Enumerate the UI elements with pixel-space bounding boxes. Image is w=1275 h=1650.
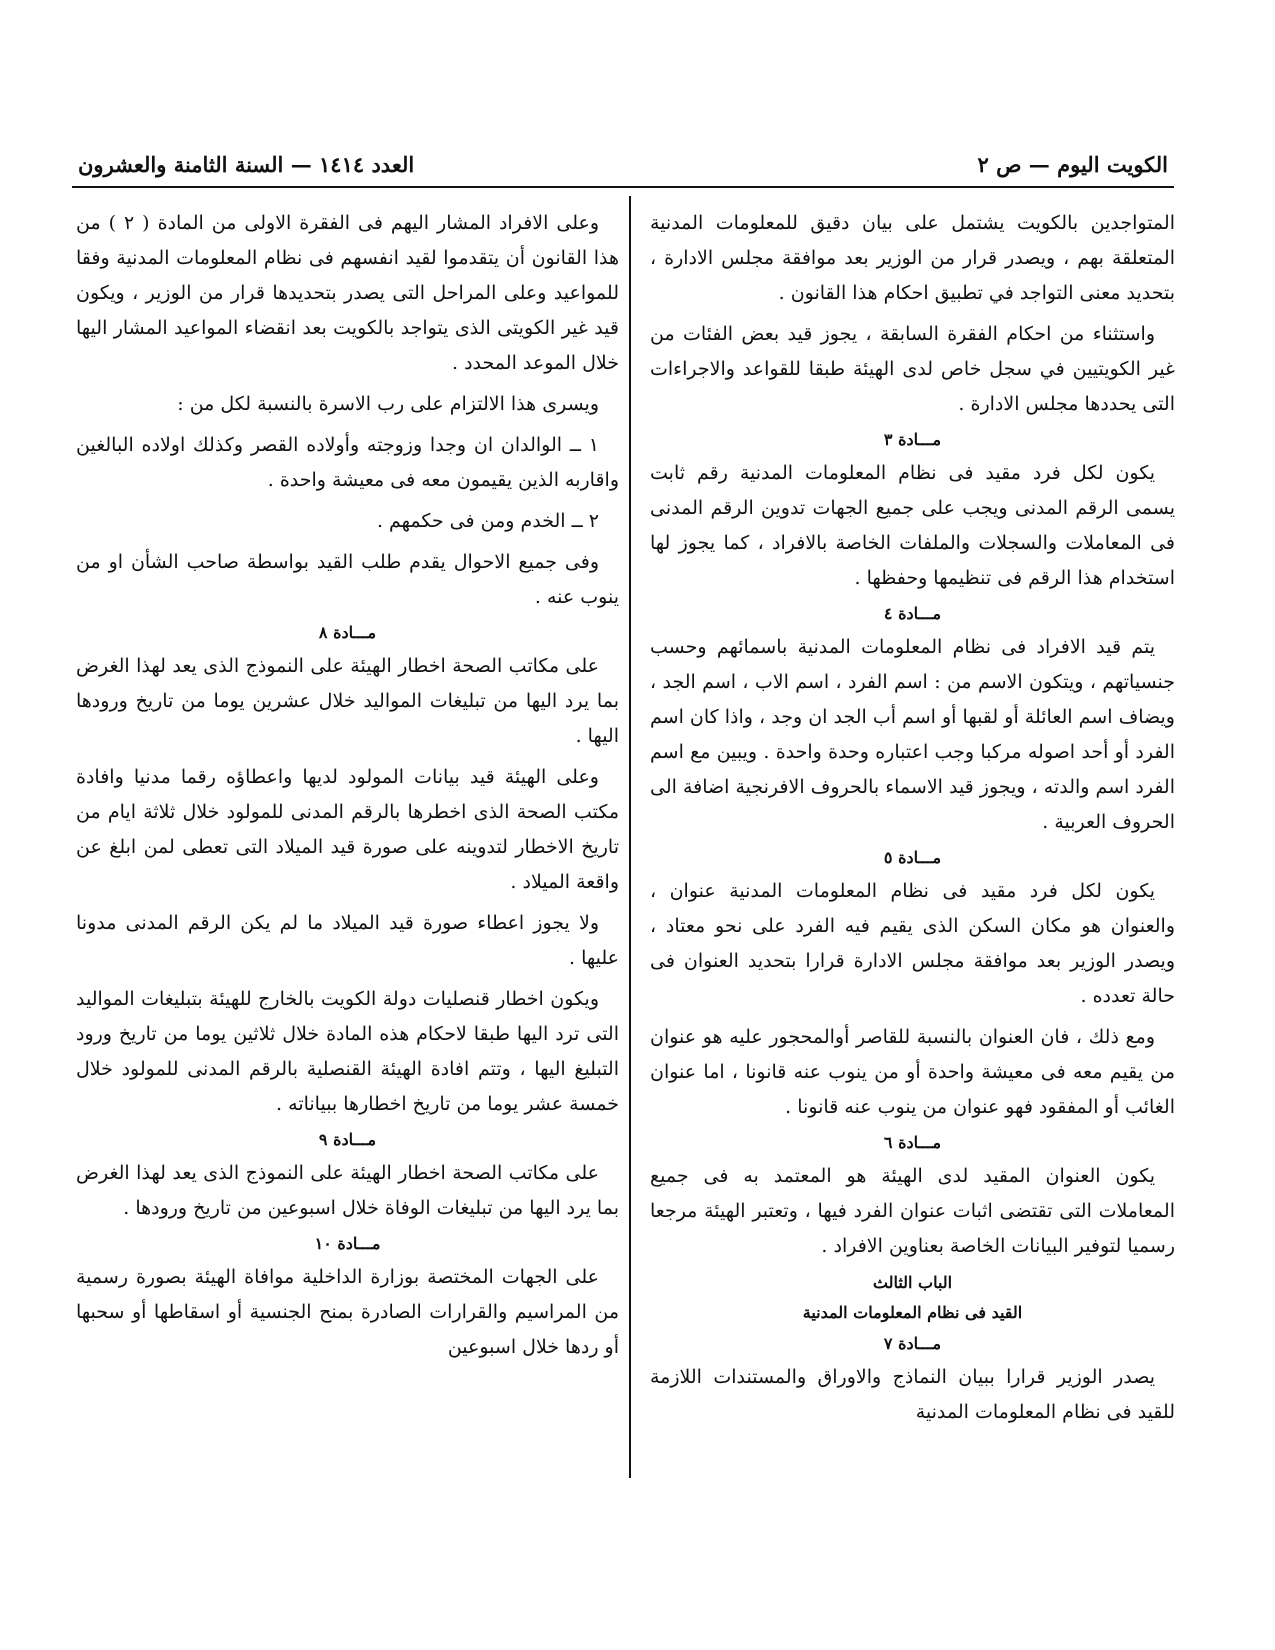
column-divider [629, 196, 631, 1478]
paragraph: وعلى الافراد المشار اليهم فى الفقرة الاولى من المادة ( ٢ ) من هذا القانون أن يتقدموا لقيد انفسهم فى نظام المعلومات المدنية وفقا للمواعيد وعلى المراحل التى يصدر بتحديدها قرار من الوزير ، ويكون قيد غير الكويتى الذى يتواجد بالكويت بعد انقضاء المواعيد المشار اليها خلال الموعد المحدد . [76, 212, 619, 374]
paragraph: يتم قيد الافراد فى نظام المعلومات المدنية باسمائهم وحسب جنسياتهم ، ويتكون الاسم من : اسم الفرد ، اسم الاب ، اسم الجد ، ويضاف اسم العائلة أو لقبها أو اسم أب الجد ان وجد ، واذا كان اسم الفرد أو أحد اصوله مركبا وجب اعتباره وحدة واحدة . ويبين مع اسم الفرد اسم والدته ، ويجوز قيد الاسماء بالحروف الافرنجية اضافة الى الحروف العربية . [650, 636, 1175, 833]
article-title-3: مـــادة ٣ [883, 430, 942, 449]
right-column [650, 206, 1175, 1436]
article-title-9: مـــادة ٩ [318, 1130, 377, 1149]
left-column [76, 206, 619, 1371]
article-title-8: مـــادة ٨ [318, 623, 377, 642]
paragraph: ولا يجوز اعطاء صورة قيد الميلاد ما لم يكن الرقم المدنى مدونا عليها . [76, 912, 619, 969]
paragraph: يصدر الوزير قرارا ببيان النماذج والاوراق والمستندات اللازمة للقيد فى نظام المعلومات المدنية [650, 1366, 1175, 1423]
paragraph: وفى جميع الاحوال يقدم طلب القيد بواسطة صاحب الشأن او من ينوب عنه . [76, 551, 619, 608]
chapter-title: الباب الثالث [872, 1273, 953, 1292]
article-title-4: مـــادة ٤ [883, 604, 942, 623]
article-title-6: مـــادة ٦ [883, 1133, 942, 1152]
paragraph: على الجهات المختصة بوزارة الداخلية موافاة الهيئة بصورة رسمية من المراسيم والقرارات الصادرة بمنح الجنسية أو اسقاطها أو سحبها أو ردها خلال اسبوعين [76, 1266, 619, 1358]
article-title-10: مـــادة ١٠ [314, 1234, 381, 1253]
page-header [78, 152, 1168, 182]
paragraph: واستثناء من احكام الفقرة السابقة ، يجوز قيد بعض الفئات من غير الكويتيين في سجل خاص لدى الهيئة طبقا للقواعد والاجراءات التى يحددها مجلس الادارة . [650, 323, 1175, 415]
paragraph: ومع ذلك ، فان العنوان بالنسبة للقاصر أوالمحجور عليه هو عنوان من يقيم معه فى معيشة واحدة أو من ينوب عنه قانونا ، اما عنوان الغائب أو المفقود فهو عنوان من ينوب عنه قانونا . [650, 1026, 1176, 1118]
chapter-subtitle: القيد فى نظام المعلومات المدنية [802, 1303, 1023, 1322]
issue-info: العدد ١٤١٤ — السنة الثامنة والعشرون [78, 152, 415, 177]
paragraph: على مكاتب الصحة اخطار الهيئة على النموذج الذى يعد لهذا الغرض بما يرد اليها من تبليغات المواليد خلال عشرين يوما من تاريخ ورودها اليها . [76, 655, 619, 747]
header-rule [72, 186, 1174, 188]
paragraph: ويكون اخطار قنصليات دولة الكويت بالخارج للهيئة بتبليغات المواليد التى ترد اليها طبقا لاحكام هذه المادة خلال ثلاثين يوما من تاريخ ورود التبليغ اليها ، وتتم افادة الهيئة القنصلية بالرقم المدنى للمولود خلال خمسة عشر يوما من تاريخ اخطارها ببياناته . [76, 988, 619, 1115]
list-item: ١ ــ الوالدان ان وجدا وزوجته وأولاده القصر وكذلك اولاده البالغين واقاربه الذين يقيمون معه فى معيشة واحدة . [76, 434, 619, 491]
paragraph: يكون لكل فرد مقيد فى نظام المعلومات المدنية رقم ثابت يسمى الرقم المدنى ويجب على جميع الجهات تدوين الرقم المدنى فى المعاملات والسجلات والملفات الخاصة بالافراد ، كما يجوز لها استخدام هذا الرقم فى تنظيمها وحفظها . [650, 462, 1175, 589]
gazette-title: الكويت اليوم — ص ٢ [977, 152, 1168, 177]
paragraph: وعلى الهيئة قيد بيانات المولود لديها واعطاؤه رقما مدنيا وافادة مكتب الصحة الذى اخطرها بالرقم المدنى للمولود خلال ثلاثة ايام من تاريخ الاخطار لتدوينه على صورة قيد الميلاد التى تعطى لمن ابلغ عن واقعة الميلاد . [76, 766, 619, 893]
paragraph: يكون لكل فرد مقيد فى نظام المعلومات المدنية عنوان ، والعنوان هو مكان السكن الذى يقيم فيه الفرد على نحو معتاد ، ويصدر الوزير بعد موافقة مجلس الادارة قرارا بتحديد العنوان فى حالة تعدده . [650, 880, 1175, 1007]
article-title-7: مـــادة ٧ [883, 1334, 942, 1353]
paragraph: على مكاتب الصحة اخطار الهيئة على النموذج الذى يعد لهذا الغرض بما يرد اليها من تبليغات الوفاة خلال اسبوعين من تاريخ ورودها . [76, 1162, 619, 1219]
paragraph: ويسرى هذا الالتزام على رب الاسرة بالنسبة لكل من : [177, 393, 599, 415]
paragraph: يكون العنوان المقيد لدى الهيئة هو المعتمد به فى جميع المعاملات التى تقتضى اثبات عنوان الفرد فيها ، وتعتبر الهيئة مرجعا رسميا لتوفير البيانات الخاصة بعناوين الافراد . [650, 1165, 1175, 1257]
list-item: ٢ ــ الخدم ومن فى حكمهم . [376, 510, 599, 532]
paragraph: المتواجدين بالكويت يشتمل على بيان دقيق للمعلومات المدنية المتعلقة بهم ، ويصدر قرار من الوزير بعد موافقة مجلس الادارة ، بتحديد معنى التواجد في تطبيق احكام هذا القانون . [650, 212, 1175, 304]
article-title-5: مـــادة ٥ [883, 848, 942, 867]
